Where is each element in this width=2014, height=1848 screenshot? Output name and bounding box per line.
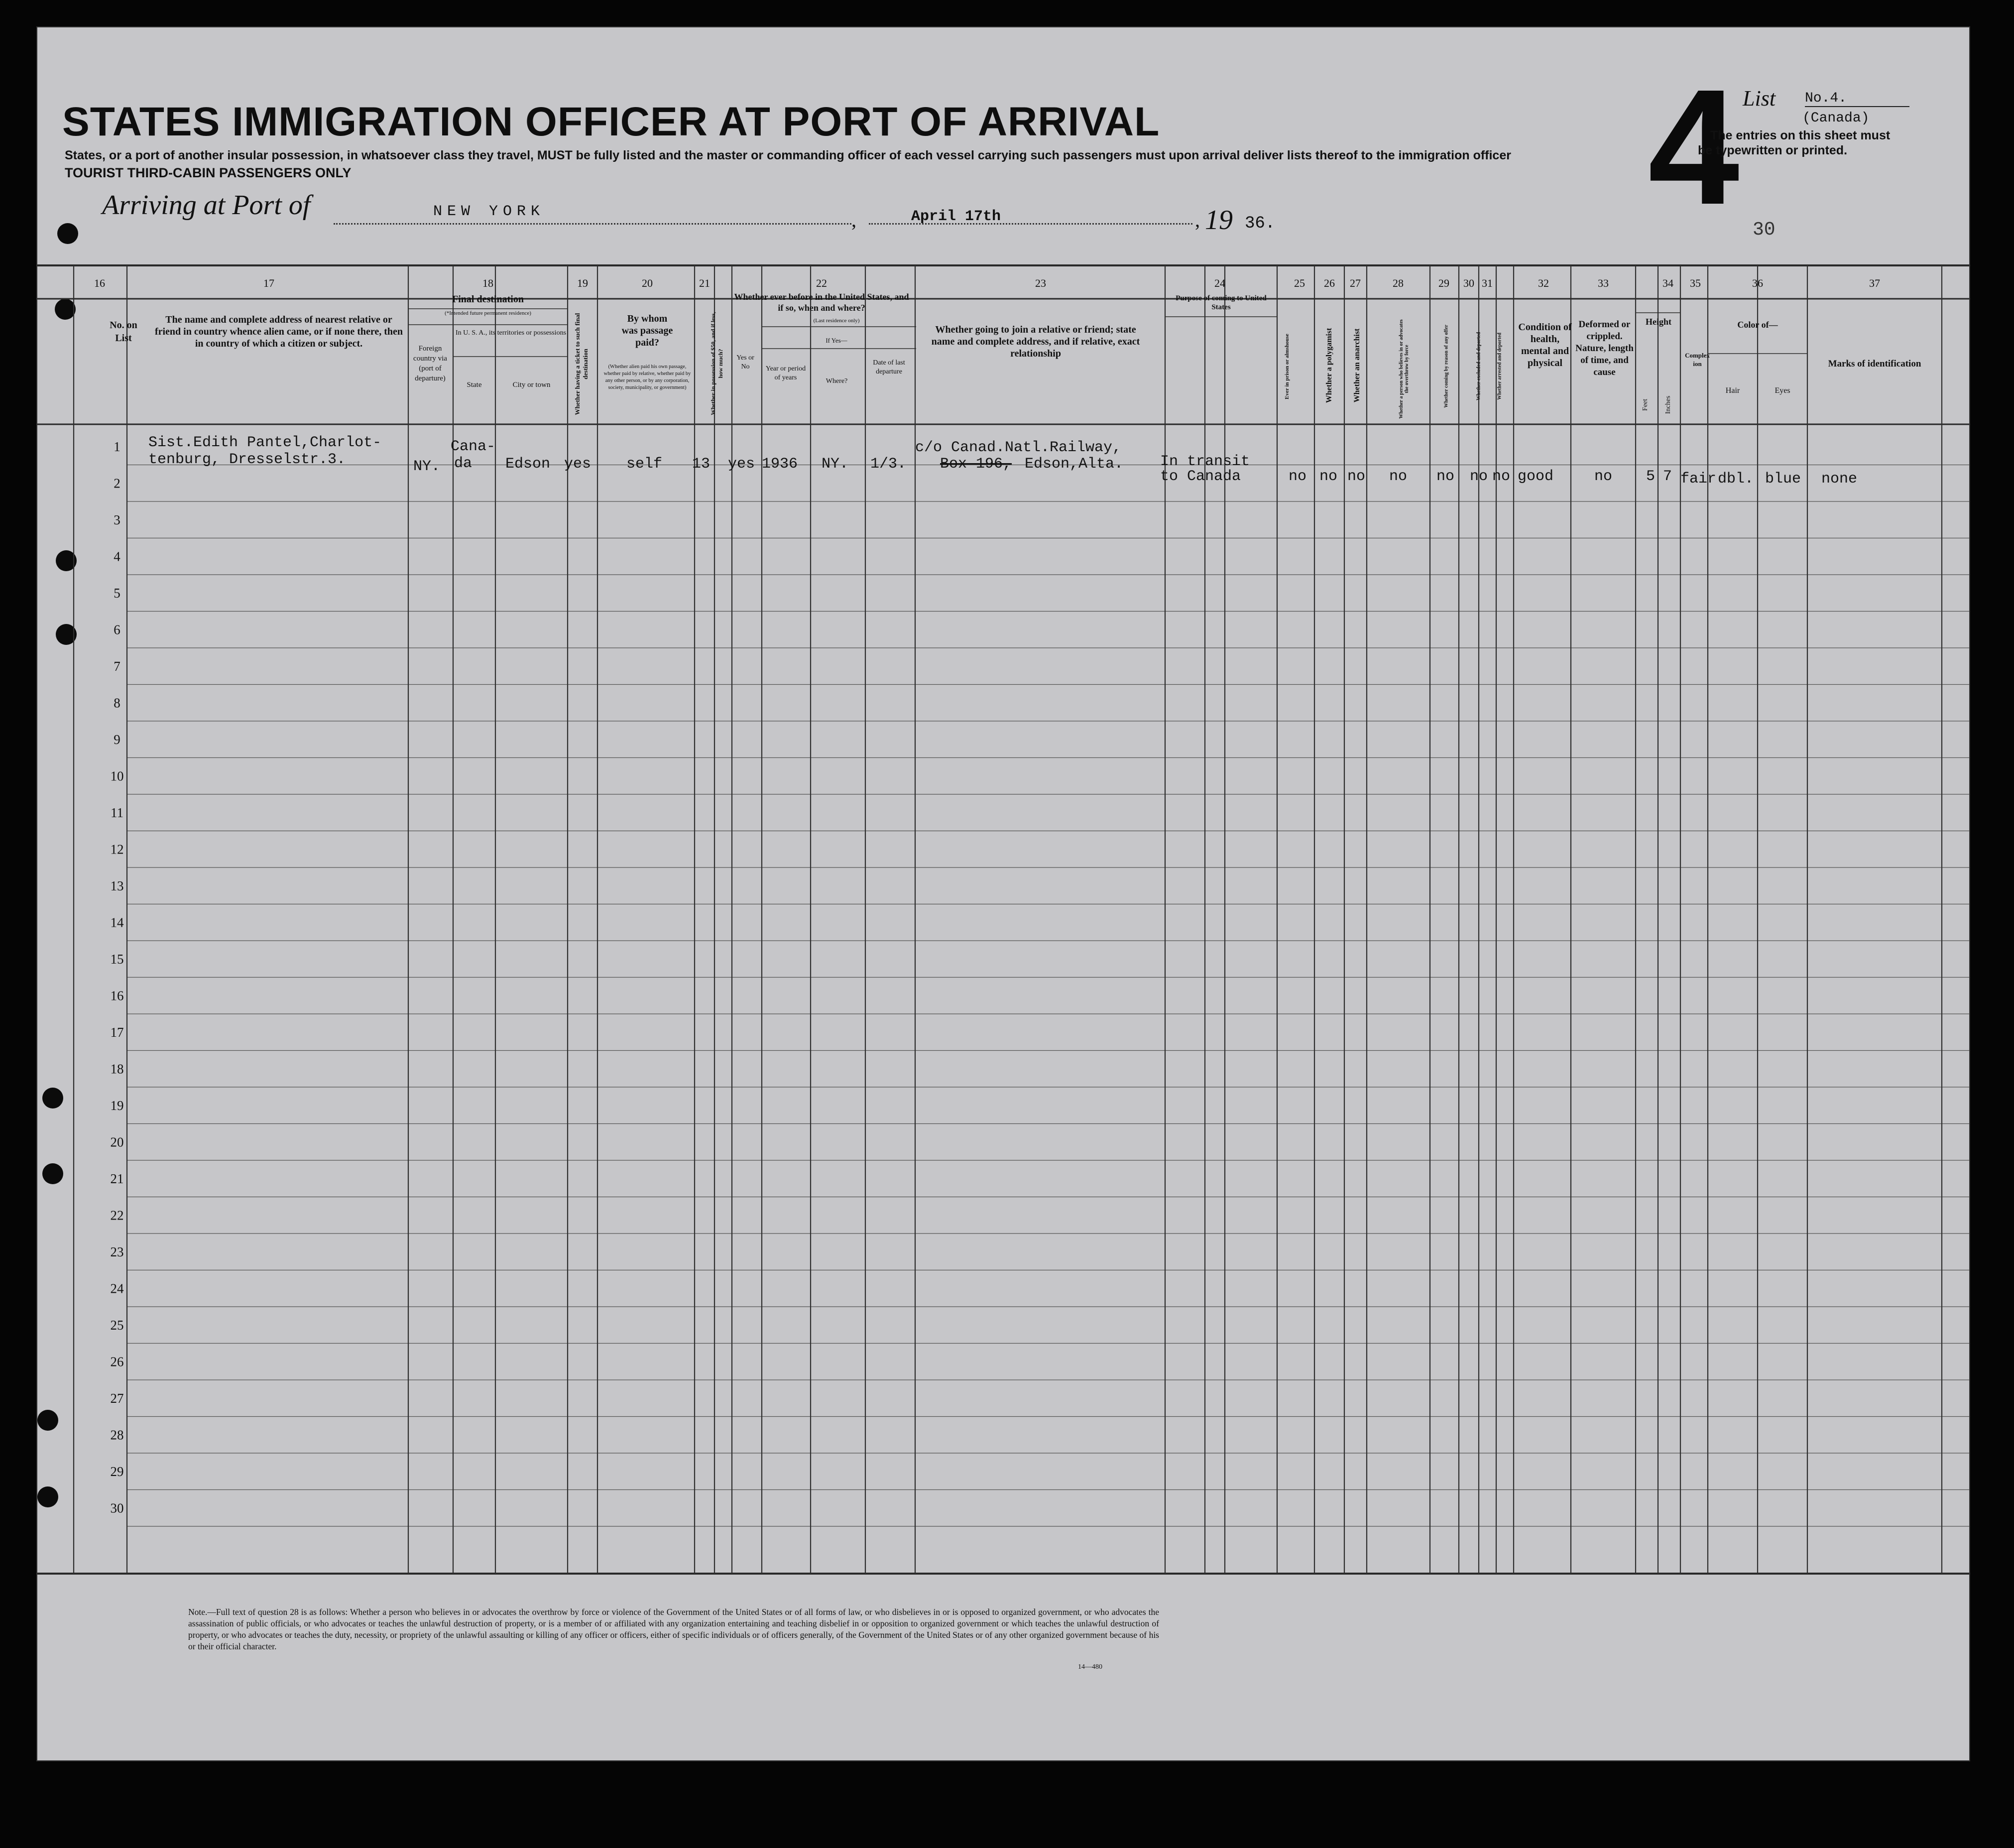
header-ever-in-us-note: (Last residence only) (813, 318, 860, 324)
row-number: 2 (114, 476, 120, 491)
header-passage-paid: By whom was passage paid? (621, 313, 673, 348)
column-number: 31 (1482, 277, 1493, 289)
list-country: (Canada) (1802, 111, 1870, 126)
header-deformed: Deformed or crippled. Nature, length of time, and cause (1575, 319, 1634, 377)
column-number: 34 (1662, 277, 1673, 289)
header-yes-or-no: Yes or No (736, 354, 754, 370)
list-label: List (1743, 86, 1776, 111)
row-number: 7 (114, 658, 120, 674)
join-struck-box: Box-196, (940, 456, 1012, 473)
row-number: 12 (110, 842, 124, 857)
column-number: 37 (1869, 277, 1880, 289)
where-in-us: NY. (822, 456, 849, 473)
header-year-period: Year or period of years (765, 365, 806, 381)
header-overthrow: Whether a person who believes in or advocates the overthrow by force (1399, 319, 1410, 419)
column-number: 16 (94, 277, 105, 289)
column-number: 20 (642, 277, 653, 289)
join-contact: c/o Canad.Natl.Railway, (915, 439, 1122, 456)
row-number: 13 (110, 878, 124, 893)
before-in-us: yes (728, 456, 755, 473)
column-number: 22 (816, 277, 827, 289)
polygamist-value: no (1319, 468, 1338, 485)
row-number: 1 (114, 439, 120, 454)
arrested-value: no (1492, 468, 1511, 485)
last-departure: 1/3. (870, 456, 907, 473)
header-inches: Inches (1664, 395, 1672, 414)
row-number: 24 (110, 1281, 124, 1296)
column-number: 26 (1324, 277, 1335, 289)
column-number: 28 (1393, 277, 1404, 289)
column-number: 19 (577, 277, 588, 289)
column-number: 24 (1214, 277, 1225, 289)
header-relative-address: The name and complete address of nearest relative or friend in country whence alien came, or if none there, then in country of which a citizen or subject. (154, 314, 403, 349)
column-number: 33 (1598, 277, 1609, 289)
row-number: 23 (110, 1244, 124, 1259)
header-in-usa: In U. S. A., its territories or possessions (455, 329, 567, 337)
marks-value: none (1821, 471, 1858, 488)
header-final-destination: Final destination (452, 294, 524, 305)
header-hair: Hair (1725, 386, 1740, 395)
destination-state: Cana- (451, 438, 496, 455)
header-city: City or town (512, 381, 551, 389)
row-number: 9 (114, 732, 120, 747)
row-number: 10 (110, 768, 124, 784)
passenger-class: TOURIST THIRD-CABIN PASSENGERS ONLY (65, 165, 352, 180)
complexion-value: fair (1680, 471, 1717, 488)
header-fifty-dollars: Whether in possession of $50, and if less, how much? (710, 312, 724, 415)
year-suffix: 36. (1245, 214, 1276, 233)
header-feet: Feet (1642, 398, 1649, 411)
arriving-label: Arriving at Port of (102, 190, 311, 221)
header-polygamist: Whether a polygamist (1325, 328, 1333, 403)
row-number: 6 (114, 622, 120, 637)
row-number: 17 (110, 1024, 124, 1040)
separator-comma: , (851, 209, 856, 231)
column-number: 35 (1690, 277, 1701, 289)
row-number: 5 (114, 585, 120, 601)
header-height: Height (1646, 317, 1671, 327)
destination-state-2: da (454, 455, 473, 472)
typewritten-note-2: be typewritten or printed. (1698, 143, 1848, 157)
relative-address: tenburg, Dresselstr.3. (148, 451, 346, 468)
column-number: 23 (1035, 277, 1046, 289)
excluded-value: no (1470, 468, 1488, 485)
money-amount: 13 (692, 456, 711, 473)
header-join-relative: Whether going to join a relative or friend; state name and complete address, and if relative, exact relationship (931, 324, 1140, 359)
row-number: 27 (110, 1390, 124, 1406)
header-foreign-country: Foreign country via (port of departure) (413, 345, 447, 382)
list-number: No.4. (1805, 91, 1909, 107)
destination-city: Edson (505, 456, 551, 473)
typewritten-note: The entries on this sheet must (1710, 128, 1891, 142)
header-color-of: Color of— (1737, 320, 1778, 330)
column-number: 36 (1752, 277, 1763, 289)
port-of-arrival: NEW YORK (433, 203, 545, 220)
header-offer: Whether coming by reason of any offer (1443, 325, 1449, 408)
header-last-departure: Date of last departure (873, 359, 905, 375)
column-number: 21 (699, 277, 710, 289)
inches-value: 7 (1663, 468, 1672, 485)
health-value: good (1518, 468, 1554, 485)
prison-value: no (1289, 468, 1307, 485)
column-number: 25 (1294, 277, 1305, 289)
sheet-number: 4 (1648, 55, 1740, 239)
row-number: 30 (110, 1500, 124, 1516)
header-if-yes: If Yes— (826, 337, 847, 344)
eyes-value: blue (1765, 471, 1801, 488)
header-final-destination-note: (*Intended future permanent residence) (445, 310, 531, 316)
row-number: 11 (111, 805, 123, 820)
row-number: 3 (114, 512, 120, 527)
form-code: 14—480 (1078, 1663, 1102, 1671)
form-instructions: States, or a port of another insular possession, in whatsoever class they travel, MUST be fully listed and the master or commanding officer of each vessel carrying such passengers must upon arrival deliver lists thereof to the immigration officer (65, 148, 1511, 162)
column-number: 17 (263, 277, 274, 289)
row-number: 19 (110, 1098, 124, 1113)
deformed-value: no (1594, 468, 1613, 485)
row-number: 8 (114, 695, 120, 711)
row-number: 4 (114, 549, 120, 564)
passage-paid-by: self (626, 456, 663, 473)
separator-comma: , (1195, 209, 1200, 231)
header-eyes: Eyes (1775, 386, 1790, 395)
row-number: 18 (110, 1061, 124, 1077)
footnote: Note.—Full text of question 28 is as follows: Whether a person who believes in or advocates the overthrow by force or violence of the Government of the United States or of all forms of law, or who disbelieves in or is opposed to organized government, or who advocates the assassination of public officials, or who advocates or teaches the unlawful destruction of property, or is a member of or affiliated with any organization entertaining and teaching disbelief in or opposition to organized government or which teaches the unlawful destruction of property, or who advocates or teaches the duty, necessity, or propriety of the unlawful assaulting or killing of any officer or officers, either of specific individuals or of officers generally, of the Government of the United States or of any other organized government because of his or their official character. (188, 1607, 1159, 1651)
page-stamp: 30 (1753, 219, 1776, 241)
header-complexion: Complexion (1685, 352, 1710, 368)
row-number: 20 (110, 1134, 124, 1150)
purpose-2: to Canada (1160, 468, 1241, 485)
column-number: 32 (1538, 277, 1549, 289)
header-ticket: Whether having a ticket to such final destination (574, 313, 589, 415)
hair-value: dbl. (1718, 471, 1754, 488)
row-number: 25 (110, 1317, 124, 1333)
port-via: NY. (413, 458, 441, 475)
row-number: 21 (110, 1171, 124, 1186)
arrival-date: April 17th (911, 208, 1001, 225)
offer-value: no (1436, 468, 1455, 485)
header-purpose: Purpose of coming to United States (1176, 294, 1267, 311)
form-title: STATES IMMIGRATION OFFICER AT PORT OF ARRIVAL (62, 99, 1160, 144)
join-city: Edson,Alta. (1025, 456, 1124, 473)
header-no-on-list: No. on List (110, 320, 137, 344)
header-anarchist: Whether an anarchist (1353, 328, 1361, 403)
relative-name: Sist.Edith Pantel,Charlot- (148, 434, 382, 451)
row-number: 14 (110, 915, 124, 930)
header-marks: Marks of identification (1828, 359, 1921, 369)
header-passage-note: (Whether alien paid his own passage, whether paid by relative, whether paid by any other person, or by any corporation, society, municipality, or government) (603, 364, 691, 390)
feet-value: 5 (1646, 468, 1656, 485)
header-where: Where? (826, 377, 848, 385)
header-ever-in-us: Whether ever before in the United States, and if so, when and where? (734, 292, 909, 313)
anarchist-value: no (1347, 468, 1366, 485)
overthrow-value: no (1389, 468, 1408, 485)
row-number: 28 (110, 1427, 124, 1443)
column-number: 30 (1463, 277, 1474, 289)
header-state: State (467, 381, 482, 389)
row-number: 26 (110, 1354, 124, 1369)
column-number: 27 (1350, 277, 1361, 289)
header-excluded: Whether excluded and deported (1476, 332, 1482, 401)
year-in-us: 1936 (762, 456, 798, 473)
year-prefix: 19 (1205, 205, 1233, 236)
column-number: 18 (482, 277, 493, 289)
header-arrested: Whether arrested and deported (1497, 333, 1503, 400)
row-number: 22 (110, 1208, 124, 1223)
header-health: Condition of health, mental and physical (1518, 322, 1572, 369)
purpose: In transit (1160, 453, 1250, 470)
ticket-value: yes (564, 456, 592, 473)
header-prison: Ever in prison or almshouse (1284, 334, 1290, 399)
row-number: 29 (110, 1464, 124, 1479)
row-number: 16 (110, 988, 124, 1003)
column-number: 29 (1438, 277, 1449, 289)
row-number: 15 (110, 951, 124, 967)
